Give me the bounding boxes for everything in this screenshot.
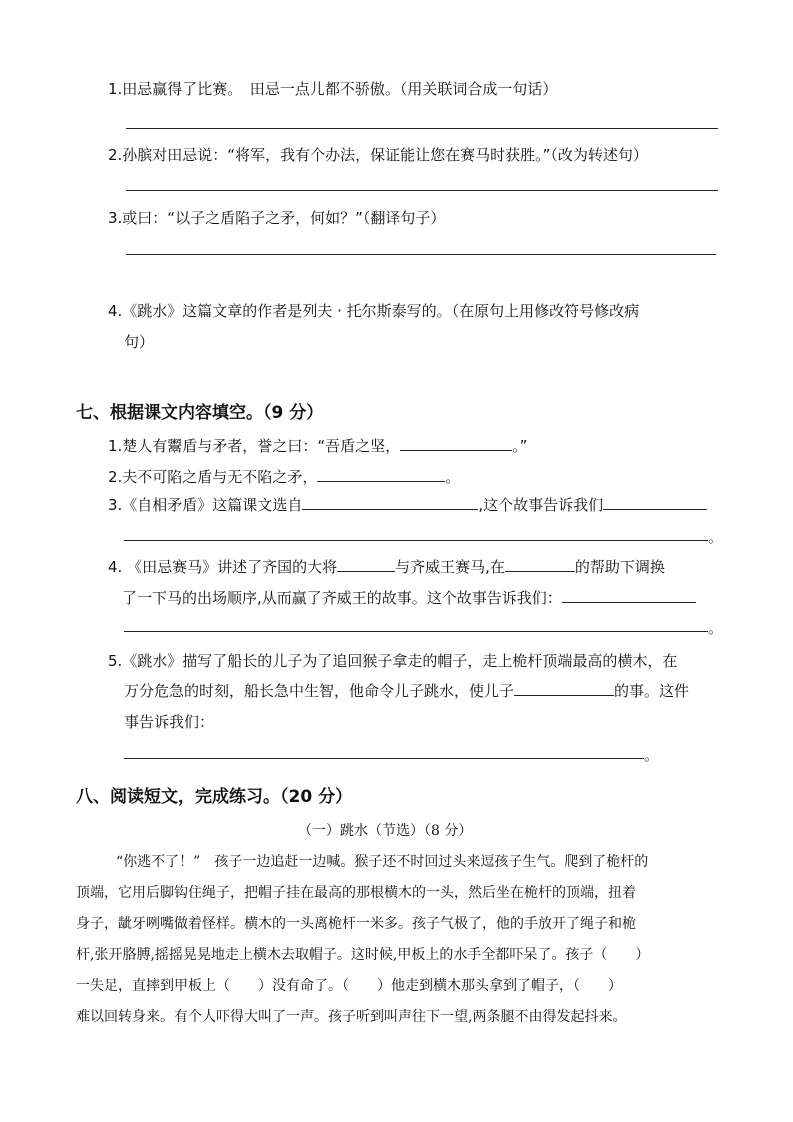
q7-item-5-line2-end: 的事。这件 (614, 682, 690, 700)
fill-blank[interactable] (337, 557, 395, 572)
q7-item-4-mid: 与齐威王赛马,在 (395, 558, 505, 576)
q6-item-1: 1.田忌赢得了比赛。 田忌一点儿都不骄傲。（用关联词合成一句话） (108, 80, 558, 98)
section-7-heading: 七、根据课文内容填空。（9 分） (76, 403, 324, 423)
q7-item-1-text: 1.楚人有鬻盾与矛者，誉之曰：“吾盾之坚， (108, 437, 401, 455)
fill-blank[interactable] (505, 557, 575, 572)
passage-line: 顶端，它用后脚钩住绳子，把帽子挂在最高的那根横木的一头，然后坐在桅杆的顶端，扭着 (76, 885, 636, 901)
fill-blank[interactable] (562, 588, 696, 603)
passage-subheading: （一）跳水（节选）（8 分） (298, 823, 473, 839)
q7-item-4-mid2: 的帮助下调换 (574, 558, 665, 576)
q6-item-4-line2: 句） (124, 333, 155, 351)
fill-blank[interactable] (514, 681, 614, 696)
q6-item-4-line1: 4.《跳水》这篇文章的作者是列夫 · 托尔斯泰写的。（在原句上用修改符号修改病 (108, 302, 640, 320)
q7-item-5-line2-text: 万分危急的时刻，船长急中生智，他命令儿子跳水，使儿子 (124, 682, 515, 700)
q7-item-4-text: 4. 《田忌赛马》讲述了齐国的大将 (108, 558, 338, 576)
q7-item-3-mid: ,这个故事告诉我们 (478, 496, 604, 514)
q7-item-2-text: 2.夫不可陷之盾与无不陷之矛， (108, 468, 318, 486)
fill-blank[interactable] (400, 436, 512, 451)
answer-line[interactable] (124, 631, 708, 632)
q7-item-5-end: 。 (644, 746, 660, 764)
passage-line: 身子，龇牙咧嘴做着怪样。横木的一头离桅杆一米多。孩子气极了，他的手放开了绳子和桅 (76, 916, 636, 932)
q7-item-3 (108, 494, 707, 515)
q7-item-4-end: 。 (708, 619, 724, 637)
answer-line[interactable] (124, 540, 708, 541)
answer-line[interactable] (126, 190, 718, 191)
q7-item-1 (108, 435, 527, 456)
q7-item-3-end: 。 (708, 528, 724, 546)
q6-item-2: 2.孙膑对田忌说：“将军，我有个办法，保证能让您在赛马时获胜。”（改为转述句） (108, 146, 648, 164)
section-8-heading: 八、阅读短文，完成练习。（20 分） (76, 787, 353, 807)
q7-item-3-text: 3.《自相矛盾》这篇课文选自 (108, 496, 303, 514)
q7-item-2 (108, 466, 460, 487)
q7-item-5-line1: 5.《跳水》描写了船长的儿子为了追回猴子拿走的帽子，走上桅杆顶端最高的横木，在 (108, 652, 678, 670)
q6-item-3: 3.或曰：“以子之盾陷子之矛，何如？”（翻译句子） (108, 209, 446, 227)
answer-line[interactable] (126, 128, 718, 129)
passage-line: 一失足，直摔到甲板上（ ）没有命了。（ ）他走到横木那头拿到了帽子，（ ） (76, 978, 622, 994)
q7-item-4-line2-text: 了一下马的出场顺序,从而赢了齐威王的故事。这个故事告诉我们： (122, 589, 562, 607)
fill-blank[interactable] (603, 495, 707, 510)
q7-item-5-line3: 事告诉我们： (124, 713, 215, 731)
passage-line: 难以回转身来。有个人吓得大叫了一声。孩子听到叫声往下一望,两条腿不由得发起抖来。 (76, 1009, 627, 1025)
answer-line[interactable] (126, 254, 716, 255)
q7-item-4-line2 (122, 587, 696, 608)
answer-line[interactable] (124, 758, 644, 759)
q7-item-5-line2 (124, 680, 689, 701)
q7-item-2-end: 。 (445, 468, 461, 486)
q7-item-4-line1 (108, 556, 665, 577)
q7-item-1-end: 。” (512, 437, 528, 455)
passage-line: “你逃不了！” 孩子一边追赶一边喊。猴子还不时回过头来逗孩子生气。爬到了桅杆的 (116, 854, 649, 870)
passage-line: 杆,张开胳膊,摇摇晃晃地走上横木去取帽子。这时候,甲板上的水手全都吓呆了。孩子（ ） (76, 947, 650, 963)
fill-blank[interactable] (317, 467, 445, 482)
fill-blank[interactable] (302, 495, 478, 510)
